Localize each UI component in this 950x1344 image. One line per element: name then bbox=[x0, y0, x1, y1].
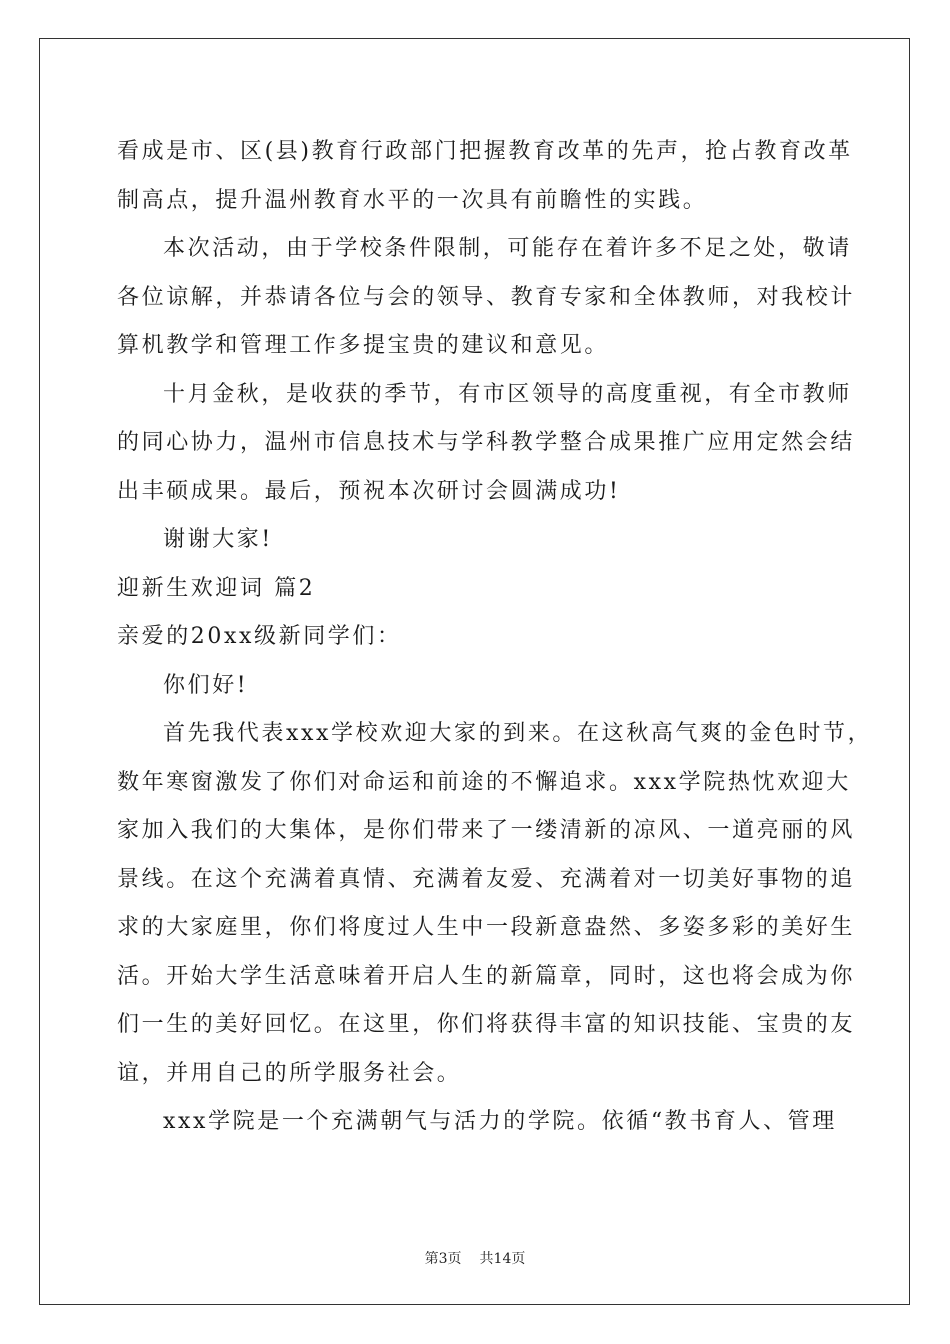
text-line: 看成是市、区(县)教育行政部门把握教育改革的先声，抢占教育改革 bbox=[117, 139, 853, 164]
text-line: 们一生的美好回忆。在这里，你们将获得丰富的知识技能、宝贵的友 bbox=[117, 1012, 856, 1037]
text-line: 你们好! bbox=[163, 672, 249, 698]
document-body bbox=[117, 128, 873, 1147]
text-line: xxx学院是一个充满朝气与活力的学院。依循“教书育人、管理 bbox=[163, 1109, 837, 1134]
text-line: 家加入我们的大集体，是你们带来了一缕清新的凉风、一道亮丽的风 bbox=[117, 818, 856, 843]
text-line: 的同心协力，温州市信息技术与学科教学整合成果推广应用定然会结 bbox=[117, 430, 856, 455]
text-line: 各位谅解，并恭请各位与会的领导、教育专家和全体教师，对我校计 bbox=[117, 284, 856, 310]
text-line: 十月金秋，是收获的季节，有市区领导的高度重视，有全市教师 bbox=[163, 381, 852, 407]
salutation: 亲爱的20xx级新同学们： bbox=[117, 624, 402, 649]
text-line: 首先我代表xxx学校欢迎大家的到来。在这秋高气爽的金色时节， bbox=[163, 721, 873, 746]
text-line: 算机教学和管理工作多提宝贵的建议和意见。 bbox=[117, 333, 610, 358]
text-line: 数年寒窗激发了你们对命运和前途的不懈追求。xxx学院热忱欢迎大 bbox=[117, 769, 851, 795]
text-line: 谊，并用自己的所学服务社会。 bbox=[117, 1060, 462, 1086]
text-line: 活。开始大学生活意味着开启人生的新篇章，同时，这也将会成为你 bbox=[117, 963, 856, 989]
text-line: 求的大家庭里，你们将度过人生中一段新意盎然、多姿多彩的美好生 bbox=[117, 915, 856, 940]
text-line: 景线。在这个充满着真情、充满着友爱、充满着对一切美好事物的追 bbox=[117, 866, 856, 892]
text-line: 本次活动，由于学校条件限制，可能存在着许多不足之处，敬请 bbox=[163, 236, 852, 261]
text-line: 出丰硕成果。最后，预祝本次研讨会圆满成功! bbox=[117, 478, 621, 504]
text-line: 制高点，提升温州教育水平的一次具有前瞻性的实践。 bbox=[117, 187, 708, 213]
page-number: 第3页 bbox=[424, 1251, 462, 1267]
total-pages: 共14页 bbox=[479, 1251, 526, 1267]
page-footer bbox=[0, 1248, 950, 1268]
section-heading: 迎新生欢迎词 篇2 bbox=[117, 575, 316, 601]
text-line: 谢谢大家! bbox=[163, 527, 273, 552]
